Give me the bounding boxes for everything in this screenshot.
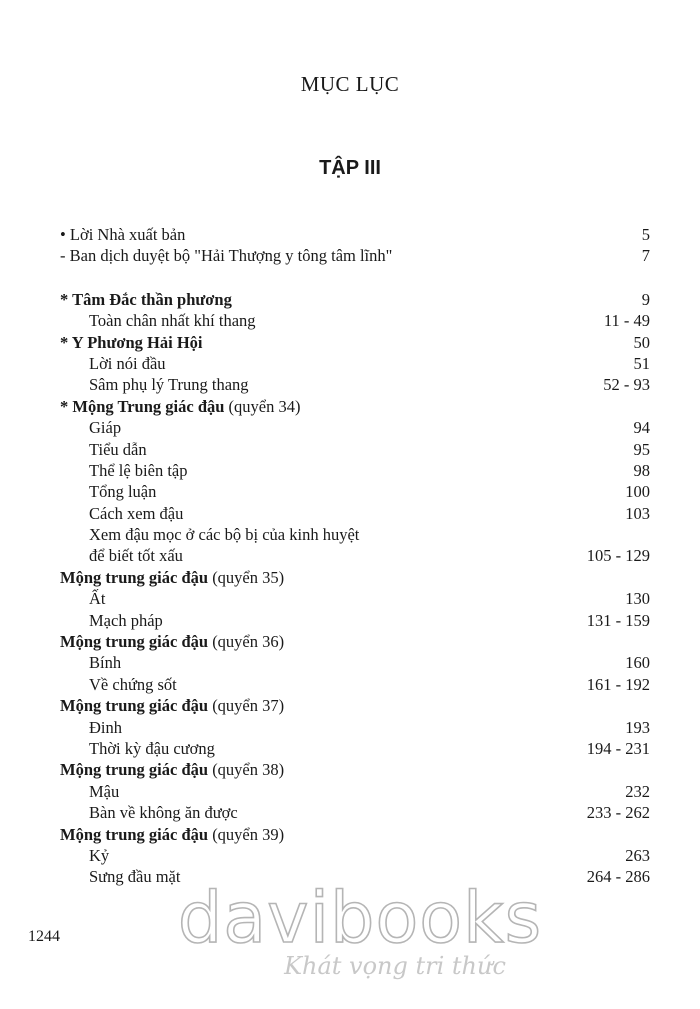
toc-section-row	[60, 695, 650, 716]
toc-entry-page: 160	[625, 653, 650, 673]
toc-entry-title-text: Mạch pháp	[89, 610, 163, 630]
watermark	[150, 877, 570, 980]
toc-entry-title	[60, 738, 215, 759]
toc-entry-title	[60, 245, 392, 266]
table-of-contents	[60, 224, 650, 888]
toc-row	[60, 503, 650, 524]
toc-entry-title	[60, 652, 121, 673]
toc-entry-title	[60, 503, 183, 524]
toc-entry-page: 5	[641, 225, 650, 244]
toc-entry-page: 161 - 192	[586, 674, 650, 694]
toc-section-row	[60, 396, 650, 417]
toc-row	[60, 374, 650, 395]
toc-entry-title-text: Tổng luận	[89, 482, 157, 502]
toc-entry-title	[60, 717, 122, 738]
toc-entry-page: 52 - 93	[603, 375, 650, 395]
toc-intro-list	[60, 224, 650, 267]
toc-entry-title-text: Mộng trung giác đậu	[60, 696, 209, 716]
toc-entry-page: 95	[633, 439, 650, 459]
watermark-tagline: Khát vọng tri thức	[284, 952, 506, 980]
toc-entry-title-text: Ất	[89, 589, 106, 609]
toc-entry-page: 51	[633, 353, 650, 373]
toc-entry-title	[60, 396, 301, 417]
toc-entry-title-text: Lời nói đầu	[89, 353, 166, 373]
toc-row	[60, 610, 650, 631]
toc-row	[60, 524, 650, 545]
toc-entry-title	[60, 695, 284, 716]
toc-entry-page: 233 - 262	[586, 803, 650, 823]
toc-entry-title-text: - Ban dịch duyệt bộ "Hải Thượng y tông tâm lĩnh"	[60, 246, 393, 266]
toc-entry-page: 194 - 231	[586, 738, 650, 758]
toc-row	[60, 224, 650, 245]
toc-entry-title-text: Bính	[89, 653, 122, 673]
toc-entry-title	[60, 417, 121, 438]
toc-entry-title	[60, 310, 256, 331]
toc-entry-title	[60, 353, 166, 374]
toc-entry-title-text: * Mộng Trung giác đậu	[60, 396, 225, 416]
toc-row	[60, 481, 650, 502]
toc-entry-title-text: để biết tốt xấu	[89, 546, 183, 566]
toc-entry-note: (quyển 37)	[208, 696, 285, 716]
toc-entry-title-text: Mộng trung giác đậu	[60, 632, 209, 652]
toc-row	[60, 310, 650, 331]
toc-entry-title-text: Về chứng sốt	[89, 674, 177, 694]
toc-entry-note: (quyển 34)	[224, 396, 301, 416]
toc-entry-title	[60, 460, 188, 481]
toc-entry-page: 232	[625, 781, 650, 801]
toc-entry-page: 130	[625, 589, 650, 609]
toc-row	[60, 245, 650, 266]
toc-entry-title-text: * Tâm Đắc thần phương	[60, 289, 232, 309]
toc-entry-note: (quyển 38)	[208, 760, 285, 780]
toc-entry-title-text: Bàn về không ăn được	[89, 803, 238, 823]
toc-entry-title-text: Toàn chân nhất khí thang	[89, 311, 256, 331]
toc-section-row	[60, 332, 650, 353]
toc-entry-title	[60, 224, 185, 245]
toc-entry-title	[60, 439, 147, 460]
toc-entry-title-text: Thời kỳ đậu cương	[89, 738, 215, 758]
toc-row	[60, 845, 650, 866]
toc-row	[60, 674, 650, 695]
toc-entry-title-text: Sưng đầu mặt	[89, 867, 181, 887]
toc-entry-note: (quyển 35)	[208, 567, 285, 587]
toc-entry-page: 131 - 159	[586, 610, 650, 630]
toc-entry-title-text: Giáp	[89, 418, 122, 438]
toc-entry-title-text: Sâm phụ lý Trung thang	[89, 375, 249, 395]
toc-section-row	[60, 567, 650, 588]
toc-entry-title	[60, 631, 284, 652]
toc-entry-title	[60, 674, 177, 695]
toc-row	[60, 717, 650, 738]
toc-entry-title	[60, 567, 284, 588]
toc-entry-title	[60, 588, 106, 609]
toc-section-row	[60, 759, 650, 780]
toc-entry-page: 100	[625, 482, 650, 502]
toc-entry-title-text: Mộng trung giác đậu	[60, 567, 209, 587]
toc-entry-title	[60, 545, 183, 566]
toc-entry-title-text: Mộng trung giác đậu	[60, 760, 209, 780]
toc-entry-title-text: Tiểu dẫn	[89, 439, 147, 459]
toc-section-row	[60, 824, 650, 845]
toc-entry-title-text: Mậu	[89, 781, 120, 801]
toc-entry-title	[60, 845, 109, 866]
toc-row	[60, 802, 650, 823]
toc-entry-title	[60, 332, 203, 353]
toc-entry-title	[60, 289, 232, 310]
toc-row	[60, 460, 650, 481]
toc-entry-page: 11 - 49	[603, 311, 650, 331]
toc-entry-page: 98	[633, 460, 650, 480]
toc-row	[60, 781, 650, 802]
toc-entry-title-text: Xem đậu mọc ở các bộ bị của kinh huyệt	[89, 525, 360, 545]
toc-spacer	[60, 267, 650, 289]
toc-row	[60, 353, 650, 374]
toc-entry-title	[60, 610, 163, 631]
toc-row	[60, 866, 650, 887]
toc-entry-title-text: * Y Phương Hải Hội	[60, 332, 203, 352]
toc-entry-page: 105 - 129	[586, 546, 650, 566]
page-title: MỤC LỤC	[300, 72, 400, 96]
toc-entry-title	[60, 781, 119, 802]
toc-section-row	[60, 631, 650, 652]
toc-entry-page: 50	[633, 332, 650, 352]
toc-row	[60, 439, 650, 460]
toc-entry-title	[60, 524, 359, 545]
toc-entry-page: 7	[641, 246, 650, 266]
toc-entry-list	[60, 289, 650, 888]
toc-entry-title	[60, 374, 249, 395]
watermark-brand: davibooks	[177, 877, 543, 959]
toc-entry-page: 263	[625, 845, 650, 865]
toc-section-row	[60, 289, 650, 310]
toc-entry-title	[60, 481, 156, 502]
toc-entry-title-text: Mộng trung giác đậu	[60, 824, 209, 844]
toc-entry-title-text: Thể lệ biên tập	[89, 460, 188, 480]
toc-entry-note: (quyển 36)	[208, 632, 285, 652]
toc-entry-page: 264 - 286	[586, 867, 650, 887]
page-number: 1244	[28, 928, 60, 945]
toc-entry-title-text: Đinh	[89, 717, 122, 737]
toc-row	[60, 417, 650, 438]
toc-entry-title	[60, 759, 284, 780]
toc-entry-title	[60, 866, 180, 887]
volume-title: TẬP III	[319, 157, 381, 179]
toc-row	[60, 652, 650, 673]
toc-entry-title	[60, 824, 284, 845]
toc-row	[60, 738, 650, 759]
toc-row	[60, 545, 650, 566]
toc-entry-title-text: Kỷ	[89, 845, 110, 865]
toc-entry-title-text: • Lời Nhà xuất bản	[60, 225, 186, 244]
toc-entry-page: 103	[625, 503, 650, 523]
toc-entry-title-text: Cách xem đậu	[89, 503, 184, 523]
toc-entry-page: 94	[633, 418, 650, 438]
toc-entry-page: 9	[641, 289, 650, 309]
toc-entry-title	[60, 802, 238, 823]
toc-entry-page: 193	[625, 717, 650, 737]
toc-entry-note: (quyển 39)	[208, 824, 285, 844]
toc-row	[60, 588, 650, 609]
